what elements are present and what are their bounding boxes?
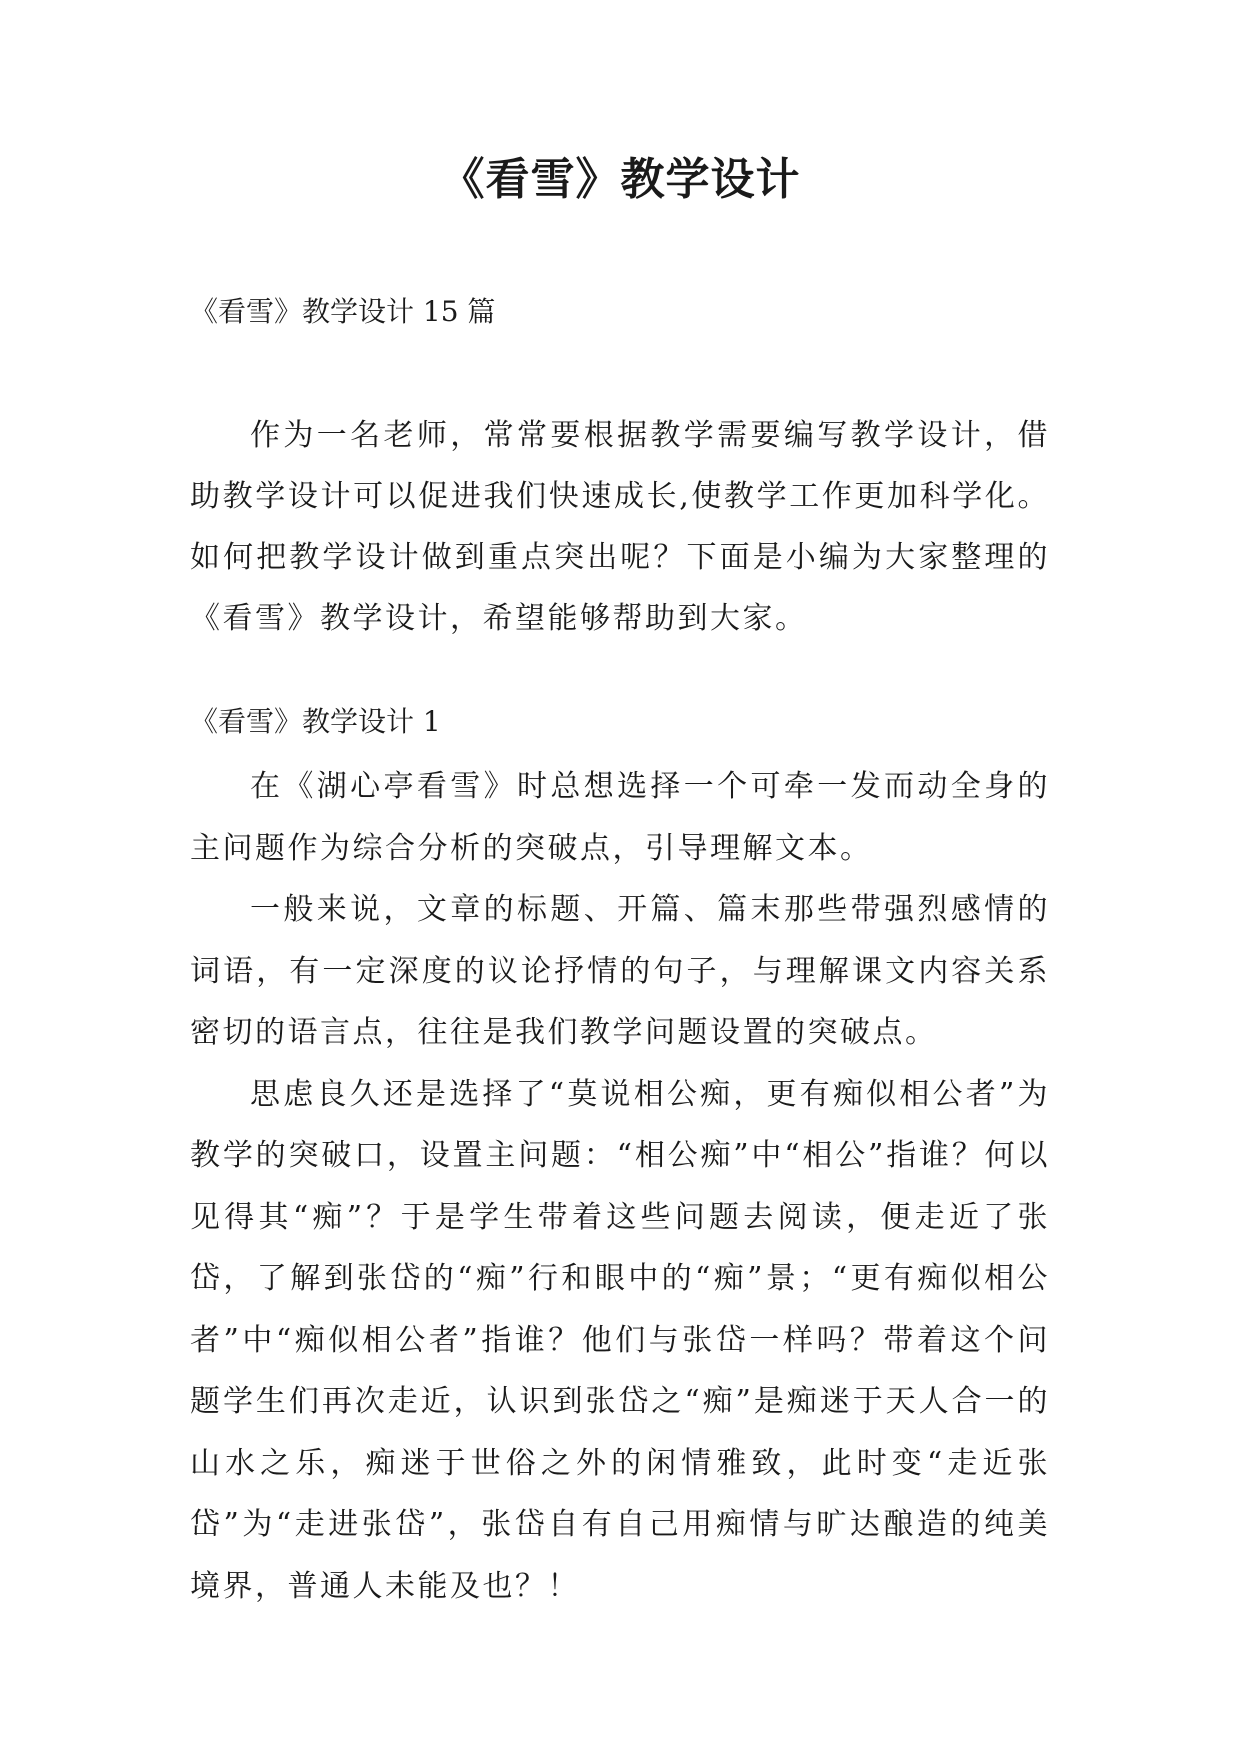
section-heading: 《看雪》教学设计 1 <box>190 705 441 738</box>
document-subtitle: 《看雪》教学设计 15 篇 <box>190 295 496 328</box>
section-body <box>190 756 1050 1617</box>
intro-paragraph: 作为一名老师，常常要根据教学需要编写教学设计，借助教学设计可以促进我们快速成长,使教学工作更加科学化。如何把教学设计做到重点突出呢？下面是小编为大家整理的《看雪》教学设计，希望能够帮助到大家。 <box>190 418 1050 636</box>
body-paragraph: 思虑良久还是选择了“莫说相公痴，更有痴似相公者”为教学的突破口，设置主问题：“相公痴”中“相公”指谁？何以见得其“痴”？于是学生带着这些问题去阅读，便走近了张岱，了解到张岱的“痴”行和眼中的“痴”景；“更有痴似相公者”中“痴似相公者”指谁？他们与张岱一样吗？带着这个问题学生们再次走近，认识到张岱之“痴”是痴迷于天人合一的山水之乐，痴迷于世俗之外的闲情雅致，此时变“走近张岱”为“走进张岱”，张岱自有自己用痴情与旷达酿造的纯美境界，普通人未能及也？！ <box>190 1076 1050 1604</box>
body-paragraph: 一般来说，文章的标题、开篇、篇末那些带强烈感情的词语，有一定深度的议论抒情的句子，与理解课文内容关系密切的语言点，往往是我们教学问题设置的突破点。 <box>190 892 1050 1050</box>
body-paragraph: 在《湖心亭看雪》时总想选择一个可牵一发而动全身的主问题作为综合分析的突破点，引导理解文本。 <box>190 769 1050 866</box>
document-title: 《看雪》教学设计 <box>440 154 801 205</box>
